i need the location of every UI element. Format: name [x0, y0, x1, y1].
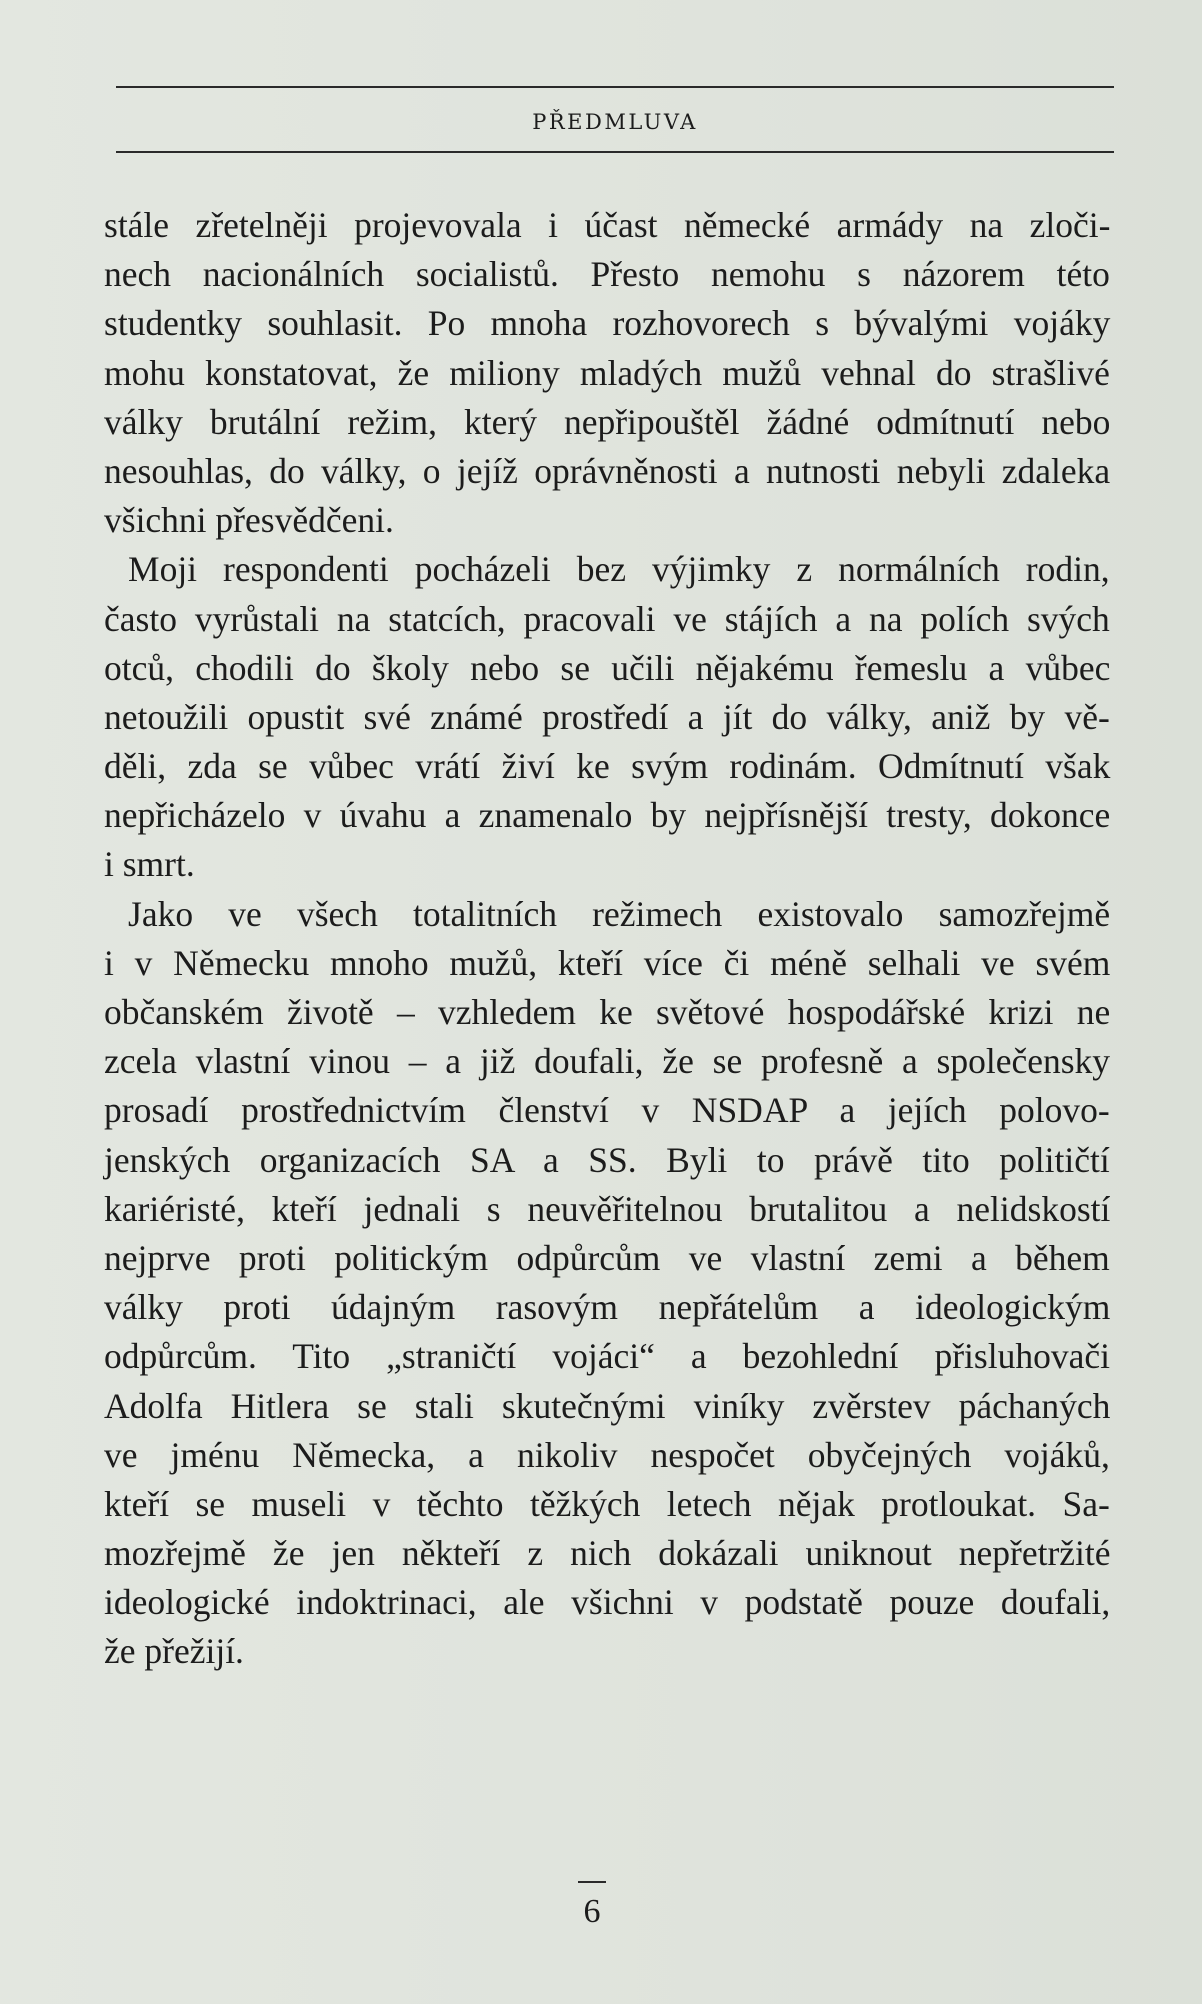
text-line: nech nacionálních socialistů. Přesto nemohu s názorem této	[104, 254, 1110, 295]
text-line: otců, chodili do školy nebo se učili nějakému řemeslu a vůbec	[104, 647, 1111, 688]
text-line: mozřejmě že jen někteří z nich dokázali uniknout nepřetržité	[104, 1533, 1111, 1574]
text-line: nesouhlas, do války, o jejíž oprávněnosti a nutnosti nebyli zdaleka	[104, 450, 1111, 491]
text-line: i v Německu mnoho mužů, kteří více či méně selhali ve svém	[104, 942, 1111, 983]
text-line: děli, zda se vůbec vrátí živí ke svým rodinám. Odmítnutí však	[104, 746, 1111, 787]
text-line: nepřicházelo v úvahu a znamenalo by nejpřísnější tresty, dokonce	[104, 795, 1111, 836]
running-head: PŘEDMLUVA	[532, 110, 698, 134]
text-line: Moji respondenti pocházeli bez výjimky z normálních rodin,	[128, 549, 1110, 590]
text-line: války brutální režim, který nepřipouštěl žádné odmítnutí nebo	[104, 401, 1111, 442]
text-line: netoužili opustit své známé prostředí a jít do války, aniž by vě-	[104, 696, 1110, 737]
text-line: mohu konstatovat, že miliony mladých mužů vehnal do strašlivé	[104, 352, 1110, 393]
text-line: Adolfa Hitlera se stali skutečnými viníky zvěrstev páchaných	[104, 1385, 1111, 1426]
text-line: kariéristé, kteří jednali s neuvěřitelnou brutalitou a nelidskostí	[104, 1188, 1111, 1229]
text-line: prosadí prostřednictvím členství v NSDAP a jejích polovo-	[104, 1090, 1110, 1131]
text-line: studentky souhlasit. Po mnoha rozhovorech s bývalými vojáky	[104, 303, 1111, 344]
page-number-rule	[578, 1881, 606, 1883]
text-line: zcela vlastní vinou – a již doufali, že se profesně a společensky	[104, 1041, 1111, 1082]
body-text	[104, 201, 1112, 1677]
header-rule-top	[116, 86, 1114, 88]
text-line: že přežijí.	[104, 1631, 244, 1672]
text-line: Jako ve všech totalitních režimech existovalo samozřejmě	[128, 893, 1111, 934]
text-line: války proti údajným rasovým nepřátelům a ideologickým	[104, 1287, 1111, 1328]
text-line: i smrt.	[104, 844, 195, 885]
text-line: občanském životě – vzhledem ke světové hospodářské krizi ne	[104, 992, 1111, 1032]
text-line: kteří se museli v těchto těžkých letech nějak protloukat. Sa-	[104, 1483, 1110, 1524]
header-rule-bottom	[116, 151, 1114, 153]
text-line: často vyrůstali na statcích, pracovali ve stájích a na polích svých	[104, 598, 1110, 639]
text-line: stále zřetelněji projevovala i účast německé armády na zloči-	[104, 205, 1111, 245]
text-line: jenských organizacích SA a SS. Byli to právě tito političtí	[104, 1139, 1110, 1180]
text-line: všichni přesvědčeni.	[104, 500, 394, 541]
page-number: 6	[583, 1893, 601, 1930]
text-line: odpůrcům. Tito „straničtí vojáci“ a bezohlední přisluhovači	[104, 1336, 1110, 1377]
text-line: ve jménu Německa, a nikoliv nespočet obyčejných vojáků,	[104, 1434, 1110, 1475]
text-line: ideologické indoktrinaci, ale všichni v podstatě pouze doufali,	[104, 1582, 1111, 1623]
text-line: nejprve proti politickým odpůrcům ve vlastní zemi a během	[104, 1237, 1110, 1278]
